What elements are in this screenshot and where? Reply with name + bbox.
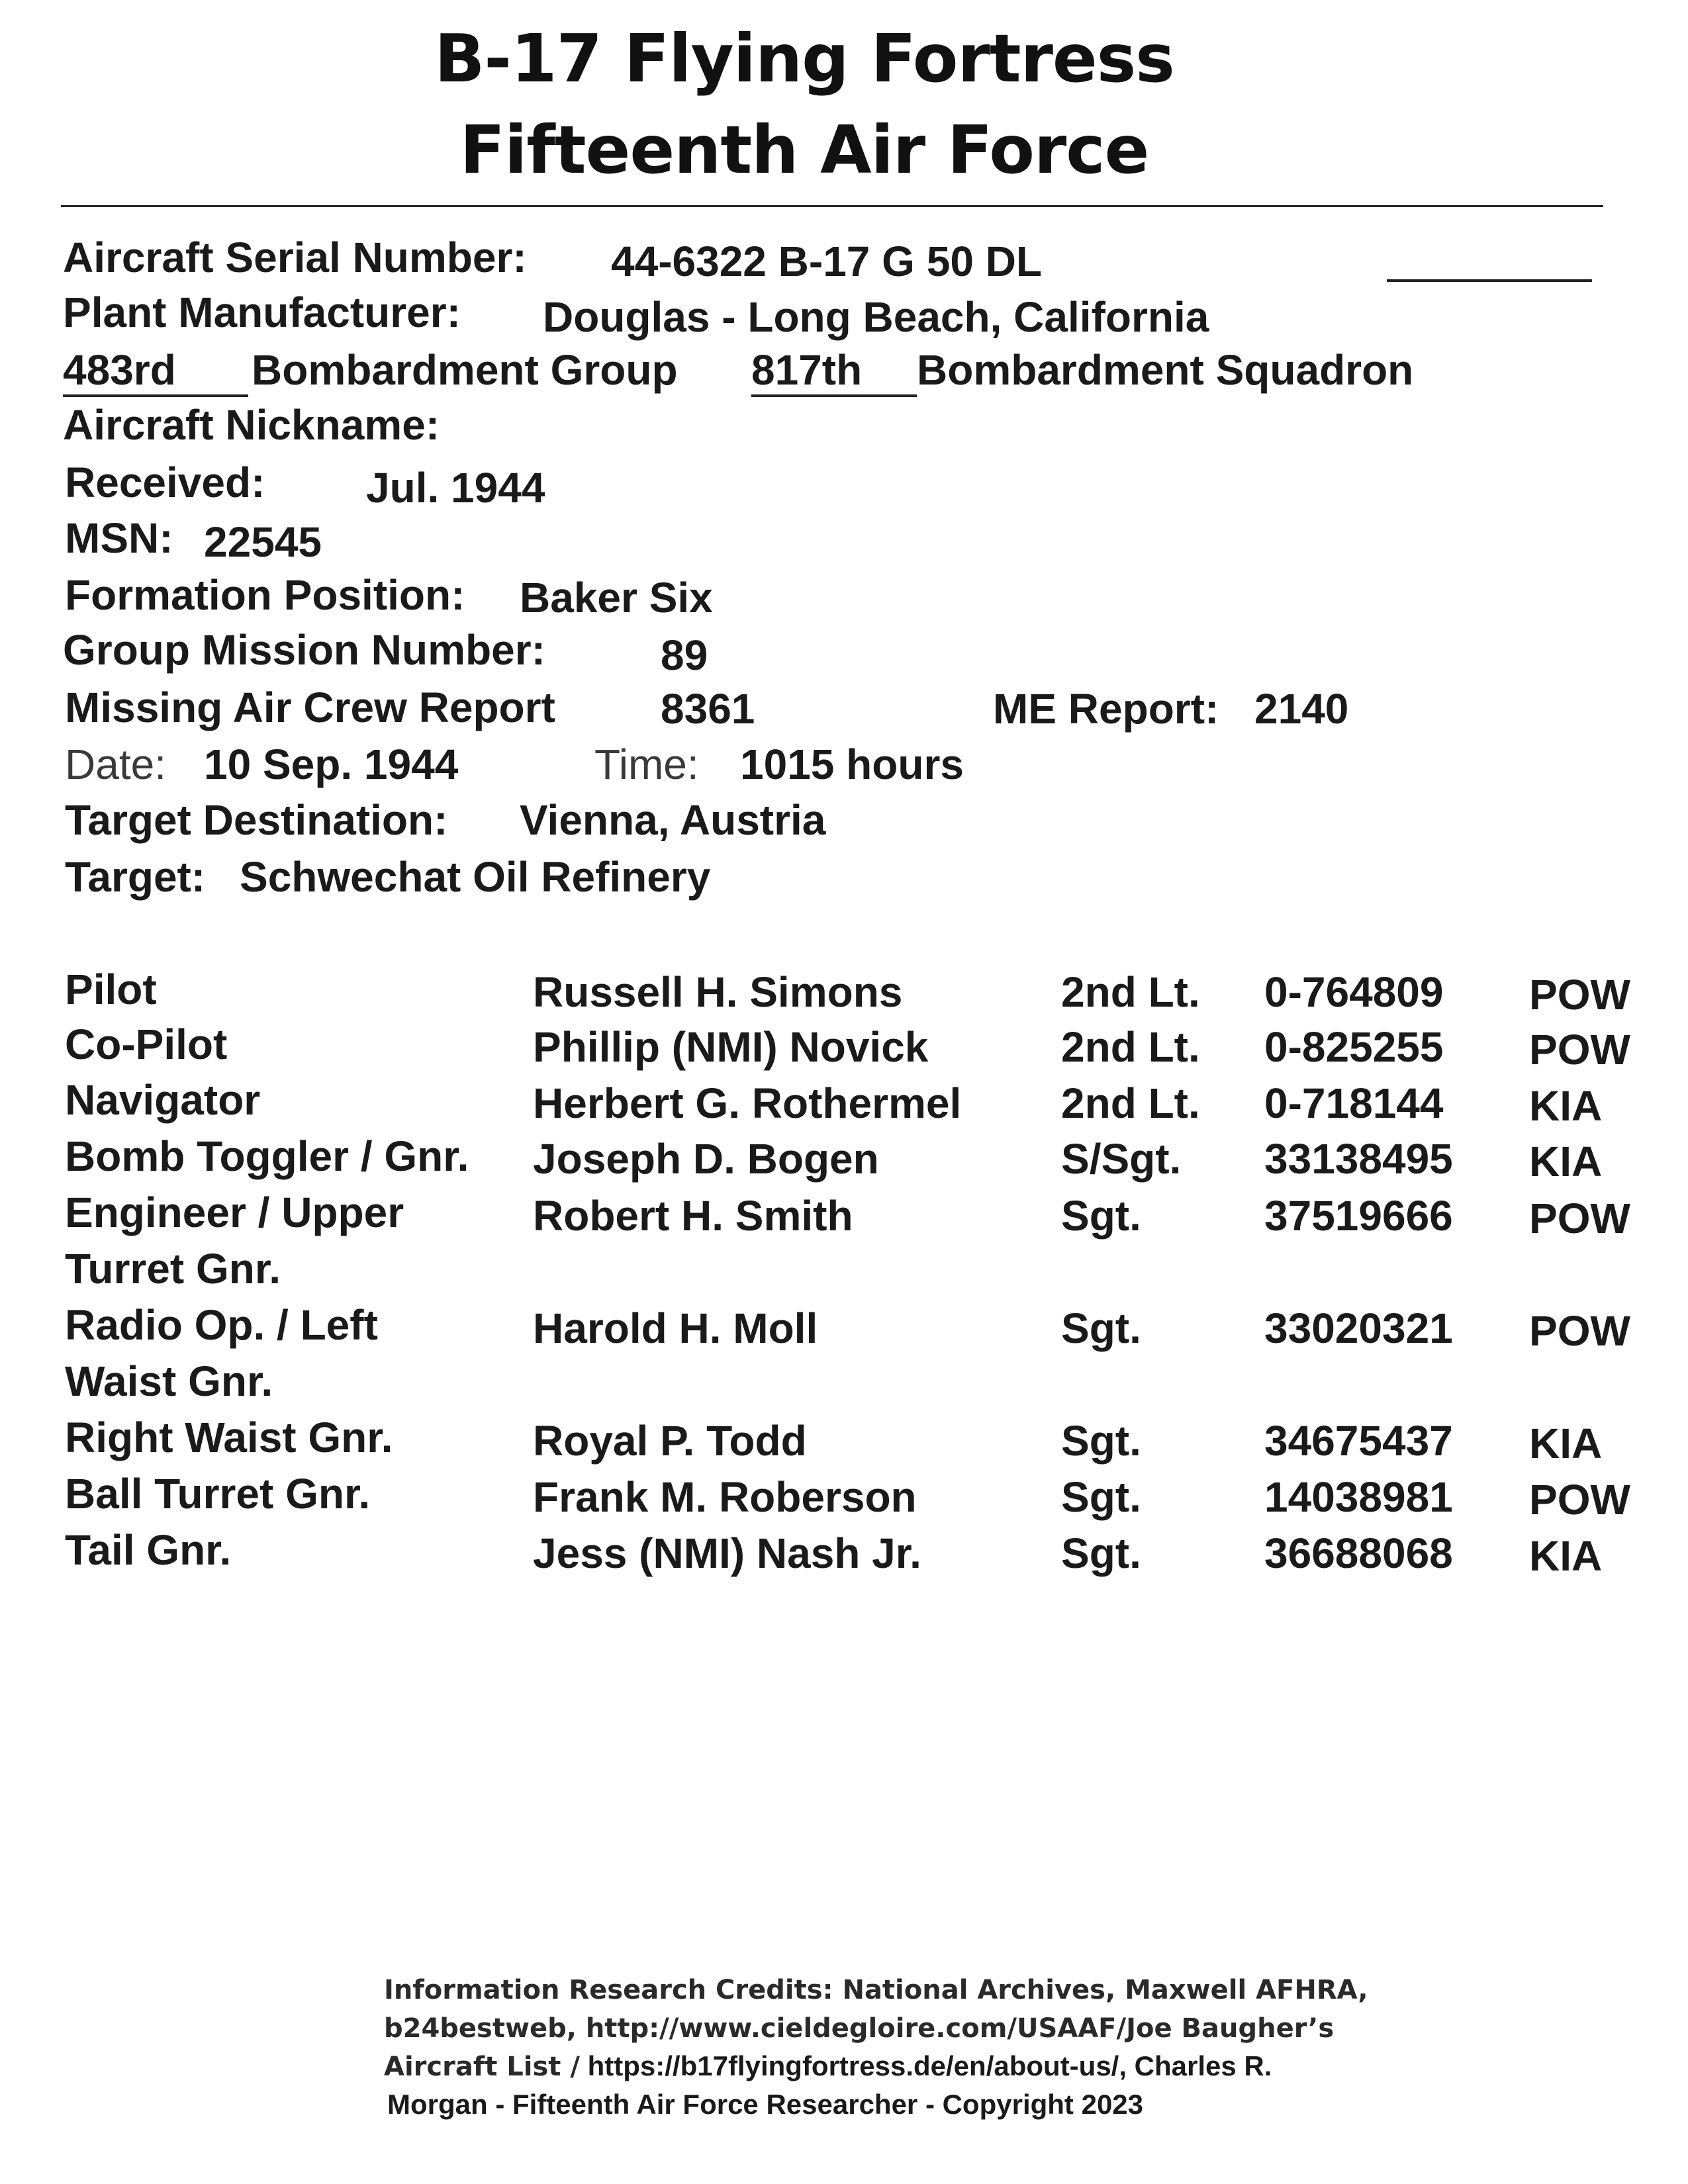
squadron-label: Bombardment Squadron [917,346,1414,394]
crew-position: Navigator [65,1076,261,1124]
crew-serial: 37519666 [1264,1192,1453,1240]
date-label: Date: [65,741,166,788]
received-label: Received: [65,459,265,506]
credits-line-2: b24bestweb, http://www.cieldegloire.com/USAAF/Joe Baugher’s [384,2013,1335,2044]
credits-line-3a: Aircraft List / [384,2052,580,2082]
target-label: Target: [65,853,206,901]
crew-status: POW [1529,1476,1630,1524]
page-title: B-17 Flying Fortress [434,20,1174,97]
target-value: Schwechat Oil Refinery [240,853,711,901]
title-divider [61,205,1603,207]
formation-label: Formation Position: [65,571,465,619]
crew-serial: 0-718144 [1264,1079,1444,1127]
target-destination-label: Target Destination: [65,796,448,844]
crew-status: POW [1529,1026,1630,1073]
serial-value: 44-6322 B-17 G 50 DL [611,238,1042,285]
macr-label: Missing Air Crew Report [65,684,555,731]
msn-value: 22545 [204,518,322,566]
crew-name: Royal P. Todd [533,1417,807,1465]
crew-name: Joseph D. Bogen [533,1135,879,1183]
crew-status: KIA [1529,1532,1603,1580]
credits-line-4: Morgan - Fifteenth Air Force Researcher - Copyright 2023 [387,2089,1144,2120]
time-value: 1015 hours [740,741,964,788]
received-value: Jul. 1944 [366,464,545,512]
group-number: 483rd [63,345,248,397]
group-mission-value: 89 [661,631,708,679]
crew-serial: 14038981 [1264,1473,1453,1521]
crew-rank: Sgt. [1061,1529,1141,1577]
crew-name: Harold H. Moll [533,1304,818,1352]
crew-status: POW [1529,1307,1630,1355]
crew-position-line2: Turret Gnr. [65,1245,281,1293]
crew-position: Pilot [65,966,157,1013]
manufacturer-value: Douglas - Long Beach, California [543,293,1209,341]
macr-value: 8361 [661,685,755,733]
group-mission-label: Group Mission Number: [63,626,545,674]
crew-name: Frank M. Roberson [533,1473,917,1521]
crew-status: POW [1529,1195,1630,1242]
crew-rank: 2nd Lt. [1061,968,1200,1016]
crew-name: Herbert G. Rothermel [533,1079,962,1127]
crew-position-line2: Waist Gnr. [65,1357,273,1405]
manufacturer-label: Plant Manufacturer: [63,289,461,336]
crew-rank: Sgt. [1061,1417,1141,1465]
squadron-number: 817th [751,345,917,397]
serial-blank-line [1387,279,1592,282]
date-value: 10 Sep. 1944 [204,741,459,788]
crew-name: Robert H. Smith [533,1192,853,1240]
msn-label: MSN: [65,514,173,562]
crew-rank: Sgt. [1061,1192,1141,1240]
serial-label: Aircraft Serial Number: [63,234,527,281]
credits-line-1: Information Research Credits: National Archives, Maxwell AFHRA, [384,1975,1368,2005]
crew-status: KIA [1529,1138,1603,1185]
credits-line-3b: https://b17flyingfortress.de/en/about-us/, Charles R. [579,2050,1272,2081]
crew-serial: 33020321 [1264,1304,1453,1352]
crew-status: KIA [1529,1420,1603,1467]
nickname-label: Aircraft Nickname: [63,401,440,449]
crew-rank: Sgt. [1061,1304,1141,1352]
crew-rank: 2nd Lt. [1061,1079,1200,1127]
crew-serial: 0-764809 [1264,968,1444,1016]
crew-position: Co-Pilot [65,1021,228,1068]
crew-serial: 33138495 [1264,1135,1453,1183]
crew-serial: 34675437 [1264,1417,1453,1465]
crew-position: Ball Turret Gnr. [65,1470,371,1518]
formation-value: Baker Six [520,574,713,621]
crew-rank: S/Sgt. [1061,1135,1182,1183]
crew-status: POW [1529,971,1630,1019]
me-report-label: ME Report: [993,685,1219,733]
crew-position: Engineer / Upper [65,1189,404,1236]
crew-serial: 36688068 [1264,1529,1453,1577]
crew-position: Radio Op. / Left [65,1301,378,1349]
credits-line-3 [384,2048,1272,2086]
crew-name: Russell H. Simons [533,968,903,1016]
target-destination-value: Vienna, Austria [520,796,826,844]
crew-name: Jess (NMI) Nash Jr. [533,1529,921,1577]
group-label: Bombardment Group [252,346,678,394]
crew-serial: 0-825255 [1264,1023,1444,1071]
crew-rank: Sgt. [1061,1473,1141,1521]
crew-position: Tail Gnr. [65,1526,232,1574]
crew-status: KIA [1529,1082,1603,1130]
crew-position: Bomb Toggler / Gnr. [65,1132,469,1180]
crew-name: Phillip (NMI) Novick [533,1023,929,1071]
time-label: Time: [594,741,699,788]
me-report-value: 2140 [1254,685,1349,733]
crew-rank: 2nd Lt. [1061,1023,1200,1071]
crew-position: Right Waist Gnr. [65,1414,393,1461]
page-subtitle: Fifteenth Air Force [459,111,1149,189]
